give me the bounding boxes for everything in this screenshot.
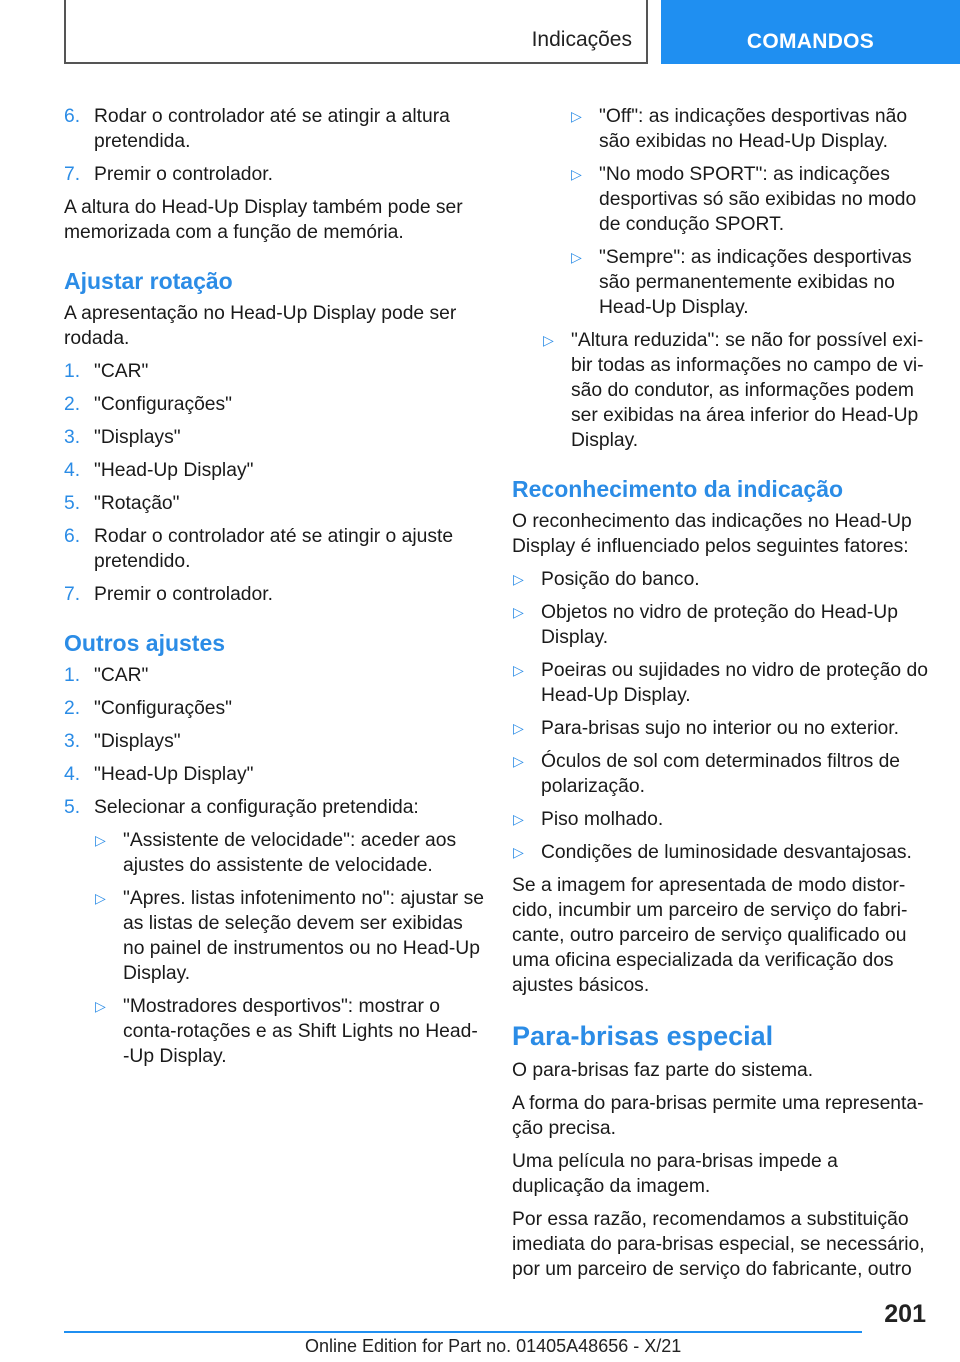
bullet-text: Óculos de sol com determinados filtros de polarização. (541, 751, 901, 797)
bullet-text: Piso molhado. (541, 809, 664, 830)
step-item (64, 392, 484, 417)
header-chapter-tab: COMANDOS (661, 0, 960, 64)
left-column (64, 104, 484, 1077)
step-number: 7. (64, 584, 81, 605)
step-text: "Rotação" (94, 493, 180, 514)
step-text: Premir o controlador. (94, 584, 273, 605)
bullet-text: "Assistente de velocidade": aceder aos ajustes do assistente de velocidade. (123, 830, 457, 876)
step-text: "Head-Up Display" (94, 460, 254, 481)
bullet-item (542, 328, 930, 453)
paragraph: O para-brisas faz parte do sistema. (512, 1060, 814, 1081)
paragraph: A altura do Head-Up Display também pode ser memorizada com a função de memória. (64, 197, 463, 243)
step-text: Rodar o controlador até se atingir a altura pretendida. (94, 106, 450, 152)
bullet-text: "Off": as indicações desportivas não são exibidas no Head-Up Display. (599, 106, 908, 152)
step-item (64, 762, 484, 787)
bullet-text: Condições de luminosidade desvantajosas. (541, 842, 912, 863)
triangle-bullet-icon: ▷ (571, 166, 582, 182)
step-text: Premir o controlador. (94, 164, 273, 185)
bullet-text: Posição do banco. (541, 569, 700, 590)
step-text: Rodar o controlador até se atingir o ajuste pretendido. (94, 526, 454, 572)
step-item (64, 663, 484, 688)
step-item (64, 696, 484, 721)
bullet-text: Objetos no vidro de proteção do Head-Up Display. (541, 602, 898, 648)
triangle-bullet-icon: ▷ (95, 890, 106, 906)
step-item (64, 359, 484, 384)
bullet-item (512, 600, 930, 650)
footer-divider (64, 1331, 862, 1333)
step-item (64, 795, 484, 820)
step-number: 6. (64, 526, 81, 547)
bullet-item (512, 716, 930, 741)
triangle-bullet-icon: ▷ (513, 662, 524, 678)
bullet-item (512, 749, 930, 799)
step-item (64, 491, 484, 516)
step-text: "Configurações" (94, 394, 233, 415)
step-item (64, 458, 484, 483)
triangle-bullet-icon: ▷ (513, 811, 524, 827)
step-number: 7. (64, 164, 81, 185)
step-item (64, 162, 484, 187)
step-text: "Configurações" (94, 698, 233, 719)
step-number: 3. (64, 427, 81, 448)
page-number: 201 (884, 1300, 926, 1328)
step-number: 3. (64, 731, 81, 752)
step-text: "Head-Up Display" (94, 764, 254, 785)
bullet-item (94, 994, 484, 1069)
bullet-item (94, 886, 484, 986)
sub-bullet-item (570, 162, 930, 237)
paragraph: Por essa razão, recomendamos a substituição imediata do para-brisas especial, se necessário, por um parceiro de serviço do fabricante, outro (512, 1209, 925, 1280)
heading-para-brisas-especial: Para-brisas especial (512, 1021, 774, 1051)
right-column (512, 104, 930, 1290)
heading-outros-ajustes: Outros ajustes (64, 630, 226, 656)
step-number: 2. (64, 698, 81, 719)
bullet-text: Para-brisas sujo no interior ou no exterior. (541, 718, 899, 739)
triangle-bullet-icon: ▷ (513, 844, 524, 860)
sub-bullet-item (570, 104, 930, 154)
step-text: "CAR" (94, 665, 149, 686)
step-item (64, 582, 484, 607)
step-item (64, 104, 484, 154)
triangle-bullet-icon: ▷ (571, 249, 582, 265)
triangle-bullet-icon: ▷ (571, 108, 582, 124)
paragraph: A apresentação no Head-Up Display pode ser rodada. (64, 303, 457, 349)
bullet-text: "No modo SPORT": as indicações desportivas só são exibidas no modo de condução SPORT. (599, 164, 917, 235)
triangle-bullet-icon: ▷ (513, 604, 524, 620)
bullet-text: Poeiras ou sujidades no vidro de proteção do Head-Up Display. (541, 660, 928, 706)
bullet-text: "Mostradores desportivos": mostrar o conta-rotações e as Shift Lights no Head--Up Display. (123, 996, 478, 1067)
step-number: 4. (64, 460, 81, 481)
step-number: 6. (64, 106, 81, 127)
sub-bullet-item (570, 245, 930, 320)
paragraph: Uma película no para-brisas impede a duplicação da imagem. (512, 1151, 838, 1197)
step-number: 5. (64, 797, 81, 818)
triangle-bullet-icon: ▷ (513, 571, 524, 587)
bullet-item (512, 840, 930, 865)
step-number: 4. (64, 764, 81, 785)
step-item (64, 524, 484, 574)
step-item (64, 729, 484, 754)
step-text: "Displays" (94, 427, 181, 448)
footer-edition: Online Edition for Part no. 01405A48656 - X/21 (305, 1336, 682, 1356)
heading-ajustar-rotacao: Ajustar rotação (64, 268, 233, 294)
bullet-text: "Apres. listas infotenimento no": ajustar se as listas de seleção devem ser exibidas no painel de instrumentos ou no Head-Up Display. (123, 888, 484, 984)
triangle-bullet-icon: ▷ (513, 753, 524, 769)
triangle-bullet-icon: ▷ (95, 998, 106, 1014)
step-number: 2. (64, 394, 81, 415)
step-item (64, 425, 484, 450)
triangle-bullet-icon: ▷ (95, 832, 106, 848)
bullet-item (512, 807, 930, 832)
triangle-bullet-icon: ▷ (513, 720, 524, 736)
bullet-text: "Sempre": as indicações desportivas são permanentemente exibidas no Head-Up Display. (599, 247, 912, 318)
paragraph: Se a imagem for apresentada de modo distor-cido, incumbir um parceiro de serviço do fabri-cante, outro parceiro de serviço qualificado ou uma oficina especializada da verificação dos ajustes básicos. (512, 875, 908, 996)
bullet-item (512, 658, 930, 708)
step-text: Selecionar a configuração pretendida: (94, 797, 419, 818)
bullet-text: "Altura reduzida": se não for possível exi-bir todas as informações no campo de vi-são do condutor, as informações podem ser exibidas na área inferior do Head-Up Display. (571, 330, 924, 451)
step-text: "CAR" (94, 361, 149, 382)
header-section-box (64, 0, 648, 64)
paragraph: O reconhecimento das indicações no Head-Up Display é influenciado pelos seguintes fatores: (512, 511, 912, 557)
step-number: 5. (64, 493, 81, 514)
step-number: 1. (64, 665, 81, 686)
bullet-item (512, 567, 930, 592)
bullet-item (94, 828, 484, 878)
header-section-title: Indicações (531, 28, 632, 51)
heading-reconhecimento: Reconhecimento da indicação (512, 476, 844, 502)
step-text: "Displays" (94, 731, 181, 752)
triangle-bullet-icon: ▷ (543, 332, 554, 348)
step-number: 1. (64, 361, 81, 382)
paragraph: A forma do para-brisas permite uma representa-ção precisa. (512, 1093, 924, 1139)
